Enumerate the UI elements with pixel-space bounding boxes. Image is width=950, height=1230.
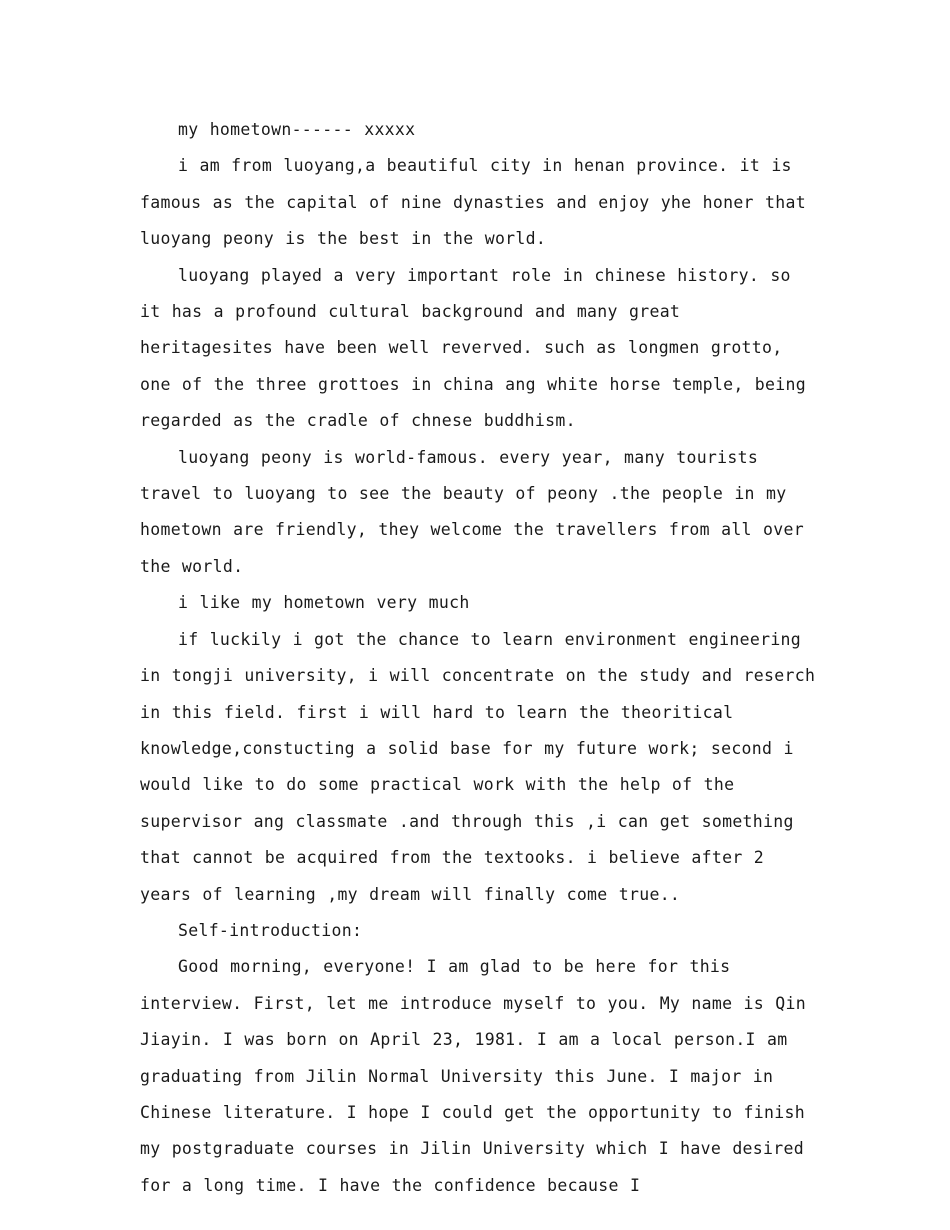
essay-title: my hometown------ xxxxx bbox=[178, 120, 416, 139]
section-heading-self-introduction: Self-introduction: bbox=[178, 920, 363, 940]
paragraph-intro: i am from luoyang,a beautiful city in henan province. it is famous as the capital of nine dynasties and enjoy yhe honer that luoyang peony is the best in the world. bbox=[140, 156, 806, 249]
paragraph-peony: luoyang peony is world-famous. every year, many tourists travel to luoyang to see the beauty of peony .the people in my hometown are friendly, they welcome the travellers from all over the world. bbox=[140, 447, 804, 576]
paragraph-study-plan: if luckily i got the chance to learn environment engineering in tongji university, i will concentrate on the study and reserch in this field. first i will hard to learn the theoritical knowledge,constucting a solid base for my future work; second i would like to do some practical work with the help of the supervisor ang classmate .and through this ,i can get something that cannot be acquired from the textooks. i believe after 2 years of learning ,my dream will finally come true.. bbox=[140, 629, 816, 904]
paragraph-like-hometown: i like my hometown very much bbox=[178, 593, 470, 613]
paragraph-self-introduction: Good morning, everyone! I am glad to be here for this interview. First, let me introduce myself to you. My name is Qin Jiayin. I was born on April 23, 1981. I am a local person.I am graduating from Jilin Normal University this June. I major in Chinese literature. I hope I could get the opportunity to finish my postgraduate courses in Jilin University which I have desired for a long time. I have the confidence because I bbox=[140, 957, 806, 1195]
paragraph-history: luoyang played a very important role in chinese history. so it has a profound cultural background and many great heritagesites have been well reverved. such as longmen grotto, one of the three grottoes in china ang white horse temple, being regarded as the cradle of chnese buddhism. bbox=[140, 265, 806, 431]
document-page bbox=[140, 112, 820, 1204]
